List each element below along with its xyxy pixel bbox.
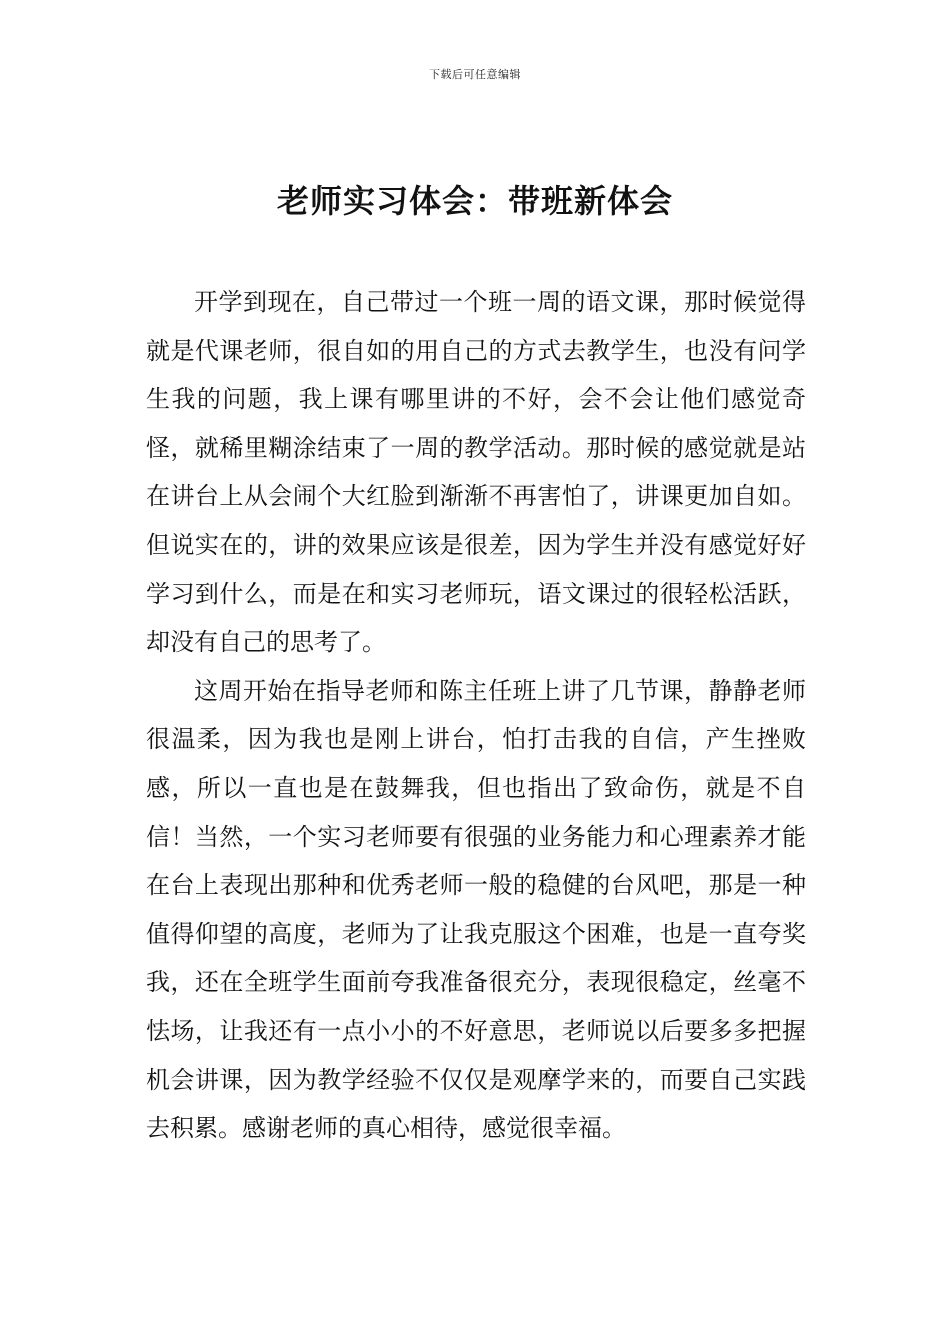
header-note: 下载后可任意编辑 xyxy=(429,68,521,81)
document-body xyxy=(146,278,806,1153)
document-title: 老师实习体会：带班新体会 xyxy=(276,182,673,220)
paragraph-2: 这周开始在指导老师和陈主任班上讲了几节课，静静老师很温柔，因为我也是刚上讲台，怕打击我的自信，产生挫败感，所以一直也是在鼓舞我，但也指出了致命伤，就是不自信！当然，一个实习老师要有很强的业务能力和心理素养才能在台上表现出那种和优秀老师一般的稳健的台风吧，那是一种值得仰望的高度，老师为了让我克服这个困难，也是一直夸奖我，还在全班学生面前夸我准备很充分，表现很稳定，丝毫不怯场，让我还有一点小小的不好意思，老师说以后要多多把握机会讲课，因为教学经验不仅仅是观摩学来的，而要自己实践去积累。感谢老师的真心相待，感觉很幸福。 xyxy=(146,676,806,1143)
paragraph-1: 开学到现在，自己带过一个班一周的语文课，那时候觉得就是代课老师，很自如的用自己的方式去教学生，也没有问学生我的问题，我上课有哪里讲的不好，会不会让他们感觉奇怪，就稀里糊涂结束了一周的教学活动。那时候的感觉就是站在讲台上从会闹个大红脸到渐渐不再害怕了，讲课更加自如。但说实在的，讲的效果应该是很差，因为学生并没有感觉好好学习到什么，而是在和实习老师玩，语文课过的很轻松活跃，却没有自己的思考了。 xyxy=(146,288,806,657)
